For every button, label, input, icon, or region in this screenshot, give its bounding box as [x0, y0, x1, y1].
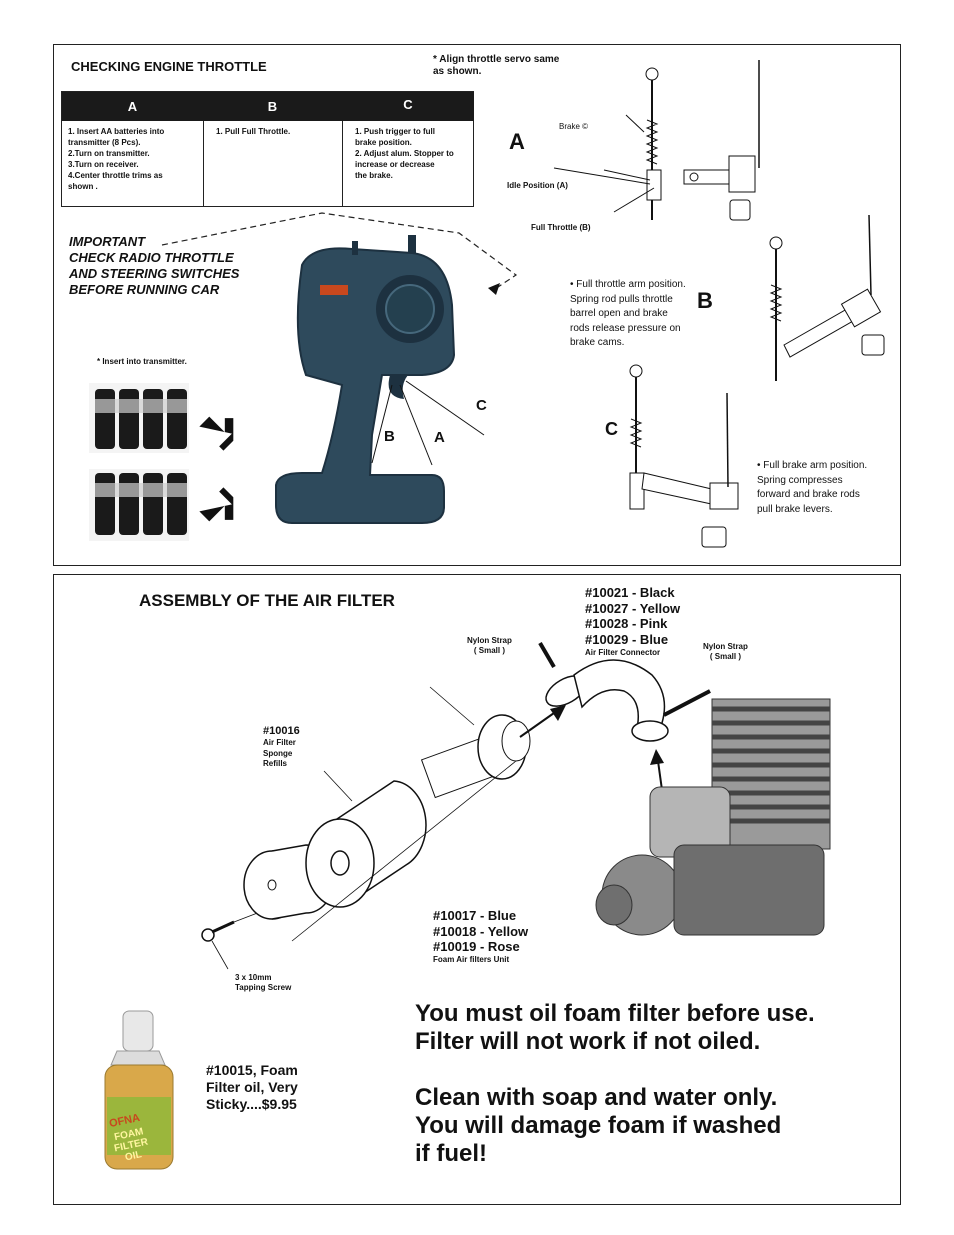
filter-unit-part-number: #10019 - Rose [433, 939, 520, 954]
cleaning-warning: Clean with soap and water only. You will damage foam if washed if fuel! [415, 1084, 782, 1167]
air-filter-assembly-panel [53, 574, 901, 1205]
radio-transmitter-illustration [272, 235, 492, 535]
transmitter-label-c: C [476, 397, 487, 414]
air-filter-connector [540, 643, 710, 741]
linkage-label-b: B [697, 288, 713, 313]
oil-product-description: #10015, Foam Filter oil, Very Sticky....$9.95 [206, 1062, 298, 1112]
air-filter-section-title: ASSEMBLY OF THE AIR FILTER [139, 591, 395, 610]
connector-label: Air Filter Connector [585, 648, 661, 657]
filter-unit-label: Foam Air filters Unit [433, 955, 510, 964]
foam-sponge [306, 771, 426, 907]
table-cell-c: 1. Push trigger to full brake position. 2. Adjust alum. Stopper to increase or decrease the brake. [355, 127, 454, 180]
linkage-c-diagram [624, 363, 754, 563]
oil-warning: You must oil foam filter before use. Filter will not work if not oiled. [415, 1000, 815, 1055]
linkage-label-c: C [605, 419, 618, 439]
servo-alignment-note: * Align throttle servo same as shown. [433, 54, 560, 77]
aa-batteries-illustration [89, 383, 264, 573]
bottle-brand: OFNA [108, 1111, 142, 1131]
connector-part-number: #10027 - Yellow [585, 600, 681, 616]
filter-unit-part-number: #10017 - Blue [433, 908, 517, 923]
brake-label: Brake © [559, 122, 589, 131]
transmitter-label-a: A [434, 429, 445, 446]
insert-arrow-icon [199, 487, 244, 532]
nylon-strap-right-label: Nylon Strap ( Small ) [703, 642, 748, 661]
nitro-engine [596, 699, 830, 935]
connector-part-number: #10021 - Black [585, 585, 675, 600]
full-throttle-description: • Full throttle arm position. Spring rod pulls throttle barrel open and brake rods release pressure on brake cams. [570, 279, 686, 348]
throttle-check-panel [53, 44, 901, 566]
connector-part-number: #10028 - Pink [585, 616, 668, 631]
filter-unit-part-number: #10018 - Yellow [433, 923, 529, 939]
linkage-b-diagram [764, 185, 894, 385]
important-radio-check-note: IMPORTANT CHECK RADIO THROTTLE AND STEERING SWITCHES BEFORE RUNNING CAR [69, 234, 240, 297]
connector-part-number: #10029 - Blue [585, 631, 669, 647]
idle-position-label: Idle Position (A) [507, 181, 568, 190]
battery-pack-top [89, 383, 189, 453]
nylon-strap-left-label: Nylon Strap ( Small ) [467, 636, 512, 655]
insert-arrow-icon [199, 405, 244, 450]
table-header-a: A [62, 92, 203, 121]
assembly-arrow-icon [520, 705, 566, 737]
bottle-product-text: FOAM FILTER OIL [113, 1126, 150, 1164]
table-header-c: C [342, 92, 474, 121]
throttle-section-title: CHECKING ENGINE THROTTLE [71, 59, 267, 74]
table-cell-b: 1. Pull Full Throttle. [216, 127, 291, 136]
transmitter-label-b: B [384, 428, 395, 445]
full-throttle-label: Full Throttle (B) [531, 223, 591, 232]
linkage-label-a: A [509, 129, 525, 154]
screw-label: 3 x 10mm Tapping Screw [235, 973, 292, 992]
table-header-b: B [203, 92, 342, 121]
sponge-part-number: #10016 [263, 725, 300, 737]
air-filter-exploded-diagram [54, 575, 902, 1005]
table-cell-a: 1. Insert AA batteries into transmitter (8 Pcs). 2.Turn on transmitter. 3.Turn on receiver. 4.Center throttle trims as shown . [68, 127, 165, 191]
full-brake-description: • Full brake arm position. Spring compresses forward and brake rods pull brake levers. [757, 460, 868, 515]
linkage-a-diagram [584, 60, 784, 240]
sponge-label: Air Filter Sponge Refills [263, 738, 296, 768]
battery-pack-bottom [89, 469, 189, 541]
battery-insert-note: * Insert into transmitter. [97, 357, 187, 366]
